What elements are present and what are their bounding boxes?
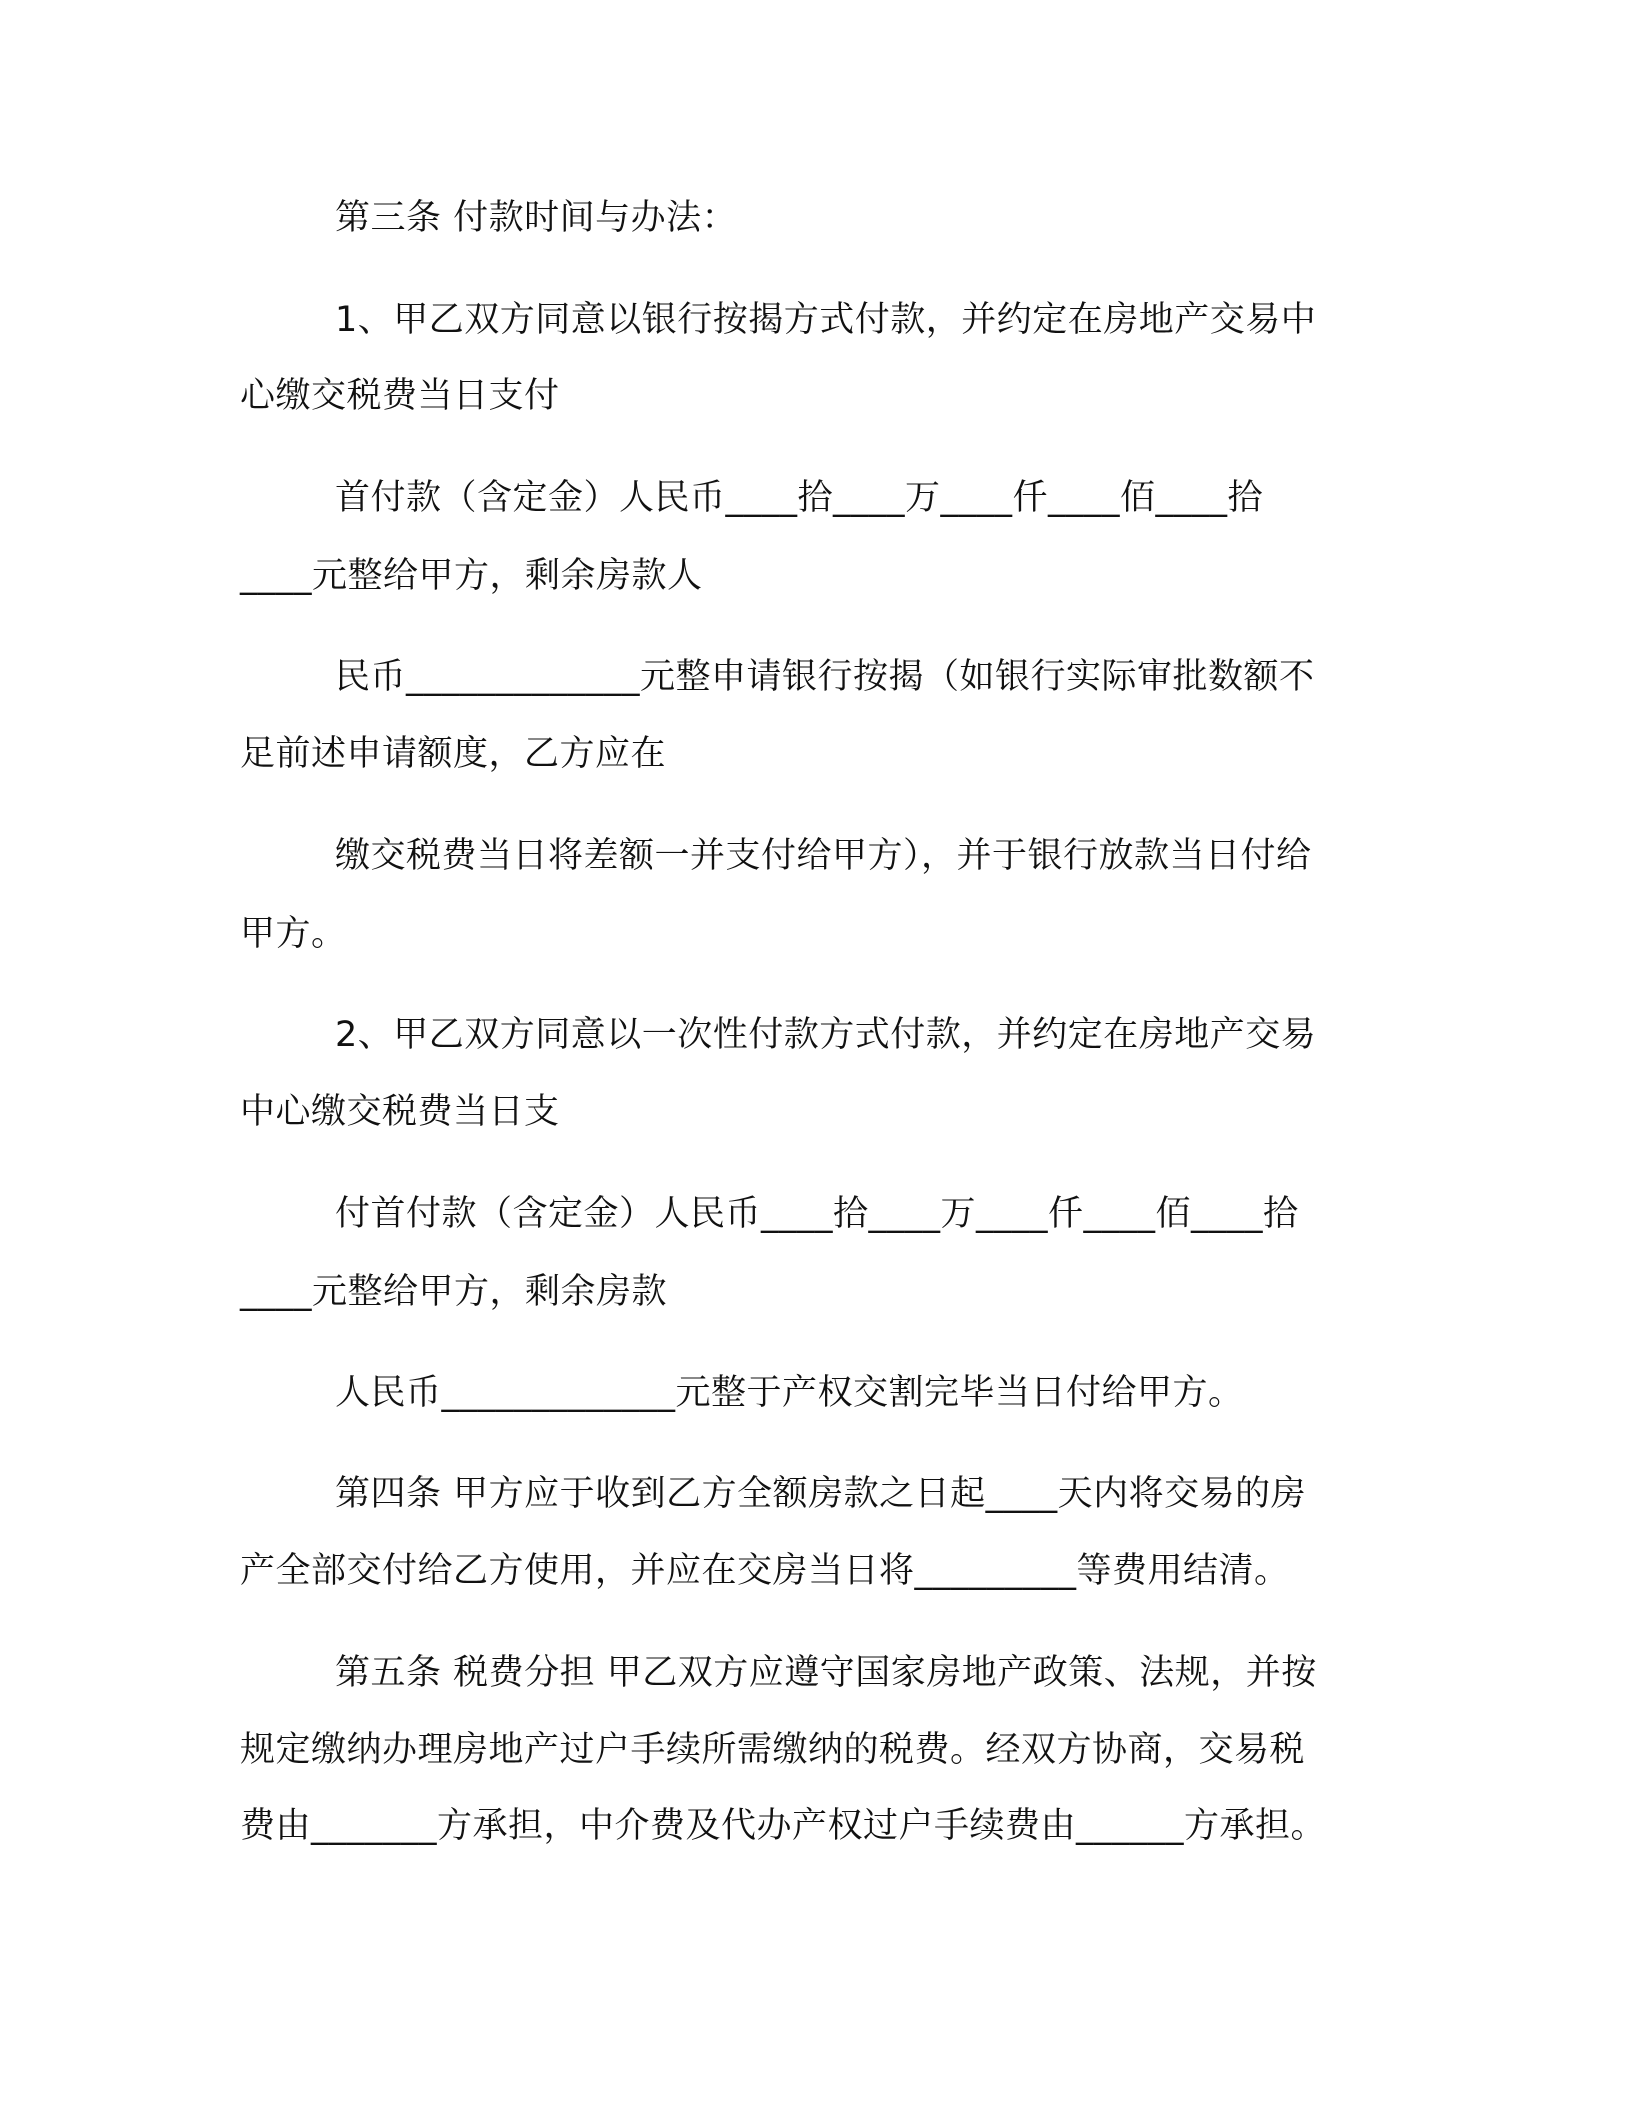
clause-1-down-payment-line-2: ____元整给甲方，剩余房款人: [240, 556, 703, 596]
clause-1-line-1: 1、甲乙双方同意以银行按揭方式付款，并约定在房地产交易中: [335, 300, 1317, 340]
clause-1-down-payment-line-1: 首付款（含定金）人民币____拾____万____仟____佰____拾: [335, 478, 1264, 518]
article-4-line-2: 产全部交付给乙方使用，并应在交房当日将_________等费用结清。: [240, 1551, 1290, 1591]
clause-1-difference-line-2: 甲方。: [240, 914, 347, 954]
article-5-line-2: 规定缴纳办理房地产过户手续所需缴纳的税费。经双方协商，交易税: [240, 1730, 1306, 1770]
clause-2-line-2: 中心缴交税费当日支: [240, 1092, 560, 1132]
article-3-heading: 第三条 付款时间与办法：: [335, 198, 738, 238]
clause-1-mortgage-line-1: 民币_____________元整申请银行按揭（如银行实际审批数额不: [335, 657, 1315, 697]
clause-1-line-2: 心缴交税费当日支付: [240, 376, 560, 416]
clause-2-down-payment-line-2: ____元整给甲方，剩余房款: [240, 1272, 668, 1312]
article-5-line-3: 费由_______方承担，中介费及代办产权过户手续费由______方承担。: [240, 1806, 1327, 1846]
article-4-line-1: 第四条 甲方应于收到乙方全额房款之日起____天内将交易的房: [335, 1474, 1307, 1514]
clause-2-line-1: 2、甲乙双方同意以一次性付款方式付款，并约定在房地产交易: [335, 1015, 1317, 1055]
clause-1-difference-line-1: 缴交税费当日将差额一并支付给甲方），并于银行放款当日付给: [335, 836, 1312, 876]
clause-2-down-payment-line-1: 付首付款（含定金）人民币____拾____万____仟____佰____拾: [335, 1194, 1299, 1234]
article-5-line-1: 第五条 税费分担 甲乙双方应遵守国家房地产政策、法规，并按: [335, 1653, 1317, 1693]
clause-2-remainder-line: 人民币_____________元整于产权交割完毕当日付给甲方。: [335, 1373, 1244, 1413]
clause-1-mortgage-line-2: 足前述申请额度，乙方应在: [240, 734, 667, 774]
